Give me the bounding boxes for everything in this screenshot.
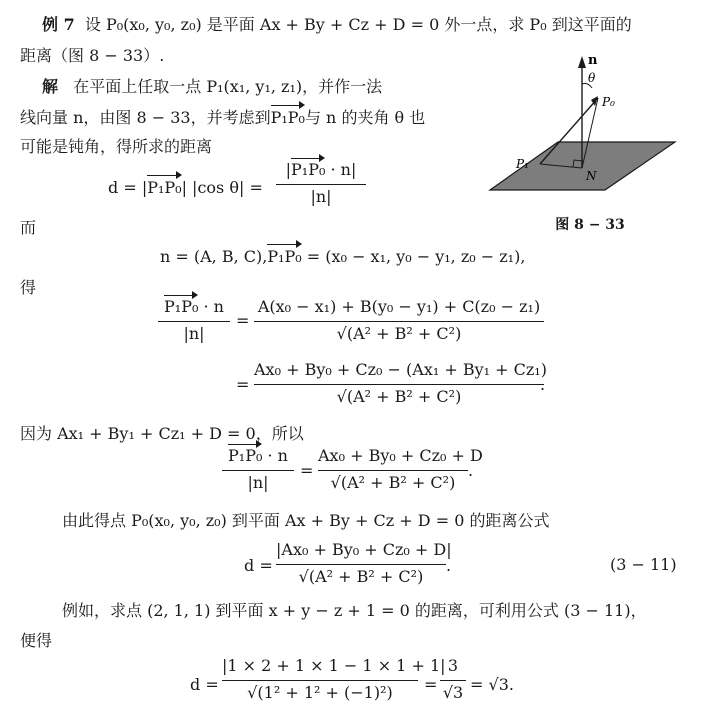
eq-dot3-period: . [468, 461, 474, 480]
formula-period: . [446, 556, 452, 575]
solution-line-1 [42, 76, 382, 98]
vector-p1p0: P₁P₀ [270, 108, 305, 127]
eq-dot3-vec: P₁P₀ [228, 446, 263, 465]
eq-d-cos-fraction [276, 160, 366, 208]
eq-dot2-den: √(A² + B² + C²) [336, 387, 462, 406]
eq-d-cos-mid: | |cos θ| = [181, 178, 263, 197]
eq-dot2-period: . [540, 375, 546, 394]
n-definition: n = (A, B, C),P₁P₀ = (x₀ − x₁, y₀ − y₁, z₀ − z₁), [160, 247, 526, 266]
eq-dot3-rhs-num: Ax₀ + By₀ + Cz₀ + D [318, 446, 483, 465]
eq-dot2-fraction [254, 360, 547, 410]
word-er: 而 [20, 218, 37, 237]
eq-dot3-equals: = [300, 461, 314, 480]
solution-line-3: 可能是钝角，得所求的距离 [20, 137, 213, 156]
eq-dot3-lhs-fraction: P₁P₀ · n |n| [222, 446, 294, 494]
label-n: n [588, 53, 598, 68]
final-den: √(1² + 1² + (−1)²) [247, 683, 393, 702]
eq-d-cos-num: |P₁P₀ · n| [285, 160, 357, 179]
example-line-2: 距离（图 8 − 33）. [20, 46, 165, 65]
formula-number: (3 − 11) [610, 555, 677, 574]
solution-label: 解 [42, 77, 59, 96]
eq-dot-equals: = [236, 311, 250, 330]
eq-dot2-num: Ax₀ + By₀ + Cz₀ − (Ax₁ + By₁ + Cz₁) [254, 360, 547, 379]
example-label: 例 7 [42, 15, 75, 34]
final-lhs: d = [190, 675, 219, 694]
label-N: N [586, 169, 597, 183]
word-de: 得 [20, 278, 37, 297]
eq-dot-lhs-fraction: P₁P₀ · n |n| [158, 297, 230, 345]
final-f2-den: √3 [442, 683, 464, 702]
eq-d-cos-lhs [108, 177, 263, 199]
label-theta: θ [588, 71, 596, 85]
eq-dot-den: |n| [183, 324, 205, 343]
normal-arrowhead [578, 56, 586, 68]
example-use-line-1: 例如，求点 (2, 1, 1) 到平面 x + y − z + 1 = 0 的距离，可利用公式 (3 − 11)， [62, 601, 647, 620]
final-mid-equals: = [424, 675, 438, 694]
eq-dot3-rhs-den: √(A² + B² + C²) [330, 473, 456, 492]
example-text-1: 设 P₀(x₀, y₀, z₀) 是平面 Ax + By + Cz + D = 0 外一点，求 P₀ 到这平面的 [84, 15, 632, 34]
eq-d-cos-den: |n| [310, 187, 332, 206]
example-use-line-2: 便得 [20, 631, 53, 650]
because-line: 因为 Ax₁ + By₁ + Cz₁ + D = 0，所以 [20, 424, 304, 443]
eq-dot-rhs-fraction [254, 297, 544, 347]
solution-text-2c: 与 n 的夹角 θ 也 [304, 108, 426, 127]
final-fraction-1 [222, 656, 446, 708]
formula-num: |Ax₀ + By₀ + Cz₀ + D| [276, 540, 452, 559]
figure-8-33 [480, 50, 700, 210]
figure-caption: 图 8 − 33 [555, 217, 625, 233]
formula-lhs: d = [244, 556, 273, 575]
eq-dot2-equals: = [236, 375, 250, 394]
eq-d-cos-num-vec: P₁P₀ [291, 160, 326, 179]
final-f2-num: 3 [447, 656, 459, 675]
final-fraction-2 [440, 656, 466, 708]
eq-dot-rhs-den: √(A² + B² + C²) [336, 324, 462, 343]
eq-dot-vec: P₁P₀ [164, 297, 199, 316]
formula-den: √(A² + B² + C²) [298, 567, 424, 586]
solution-text-1: 在平面上任取一点 P₁(x₁, y₁, z₁)，并作一法 [73, 77, 383, 96]
eq-dot-rhs-num: A(x₀ − x₁) + B(y₀ − y₁) + C(z₀ − z₁) [257, 297, 541, 316]
formula-fraction [276, 540, 452, 590]
final-end: = √3. [470, 675, 514, 694]
label-p1: P₁ [516, 157, 529, 171]
solution-line-2 [20, 107, 425, 129]
derive-line: 由此得点 P₀(x₀, y₀, z₀) 到平面 Ax + By + Cz + D = 0 的距离公式 [62, 511, 550, 530]
eq-dot3-rhs-fraction [318, 446, 483, 496]
label-p0: P₀ [602, 95, 615, 109]
eq-d-cos-d: d = | [108, 178, 148, 197]
example-line-1 [42, 14, 632, 36]
solution-text-2a: 线向量 n，由图 8 − 33，并考虑到 [20, 108, 271, 127]
eq-dot3-den: |n| [247, 473, 269, 492]
n-def-vec: P₁P₀ [267, 247, 302, 266]
final-num: |1 × 2 + 1 × 1 − 1 × 1 + 1| [222, 656, 446, 675]
eq-d-cos-vec: P₁P₀ [147, 178, 182, 197]
